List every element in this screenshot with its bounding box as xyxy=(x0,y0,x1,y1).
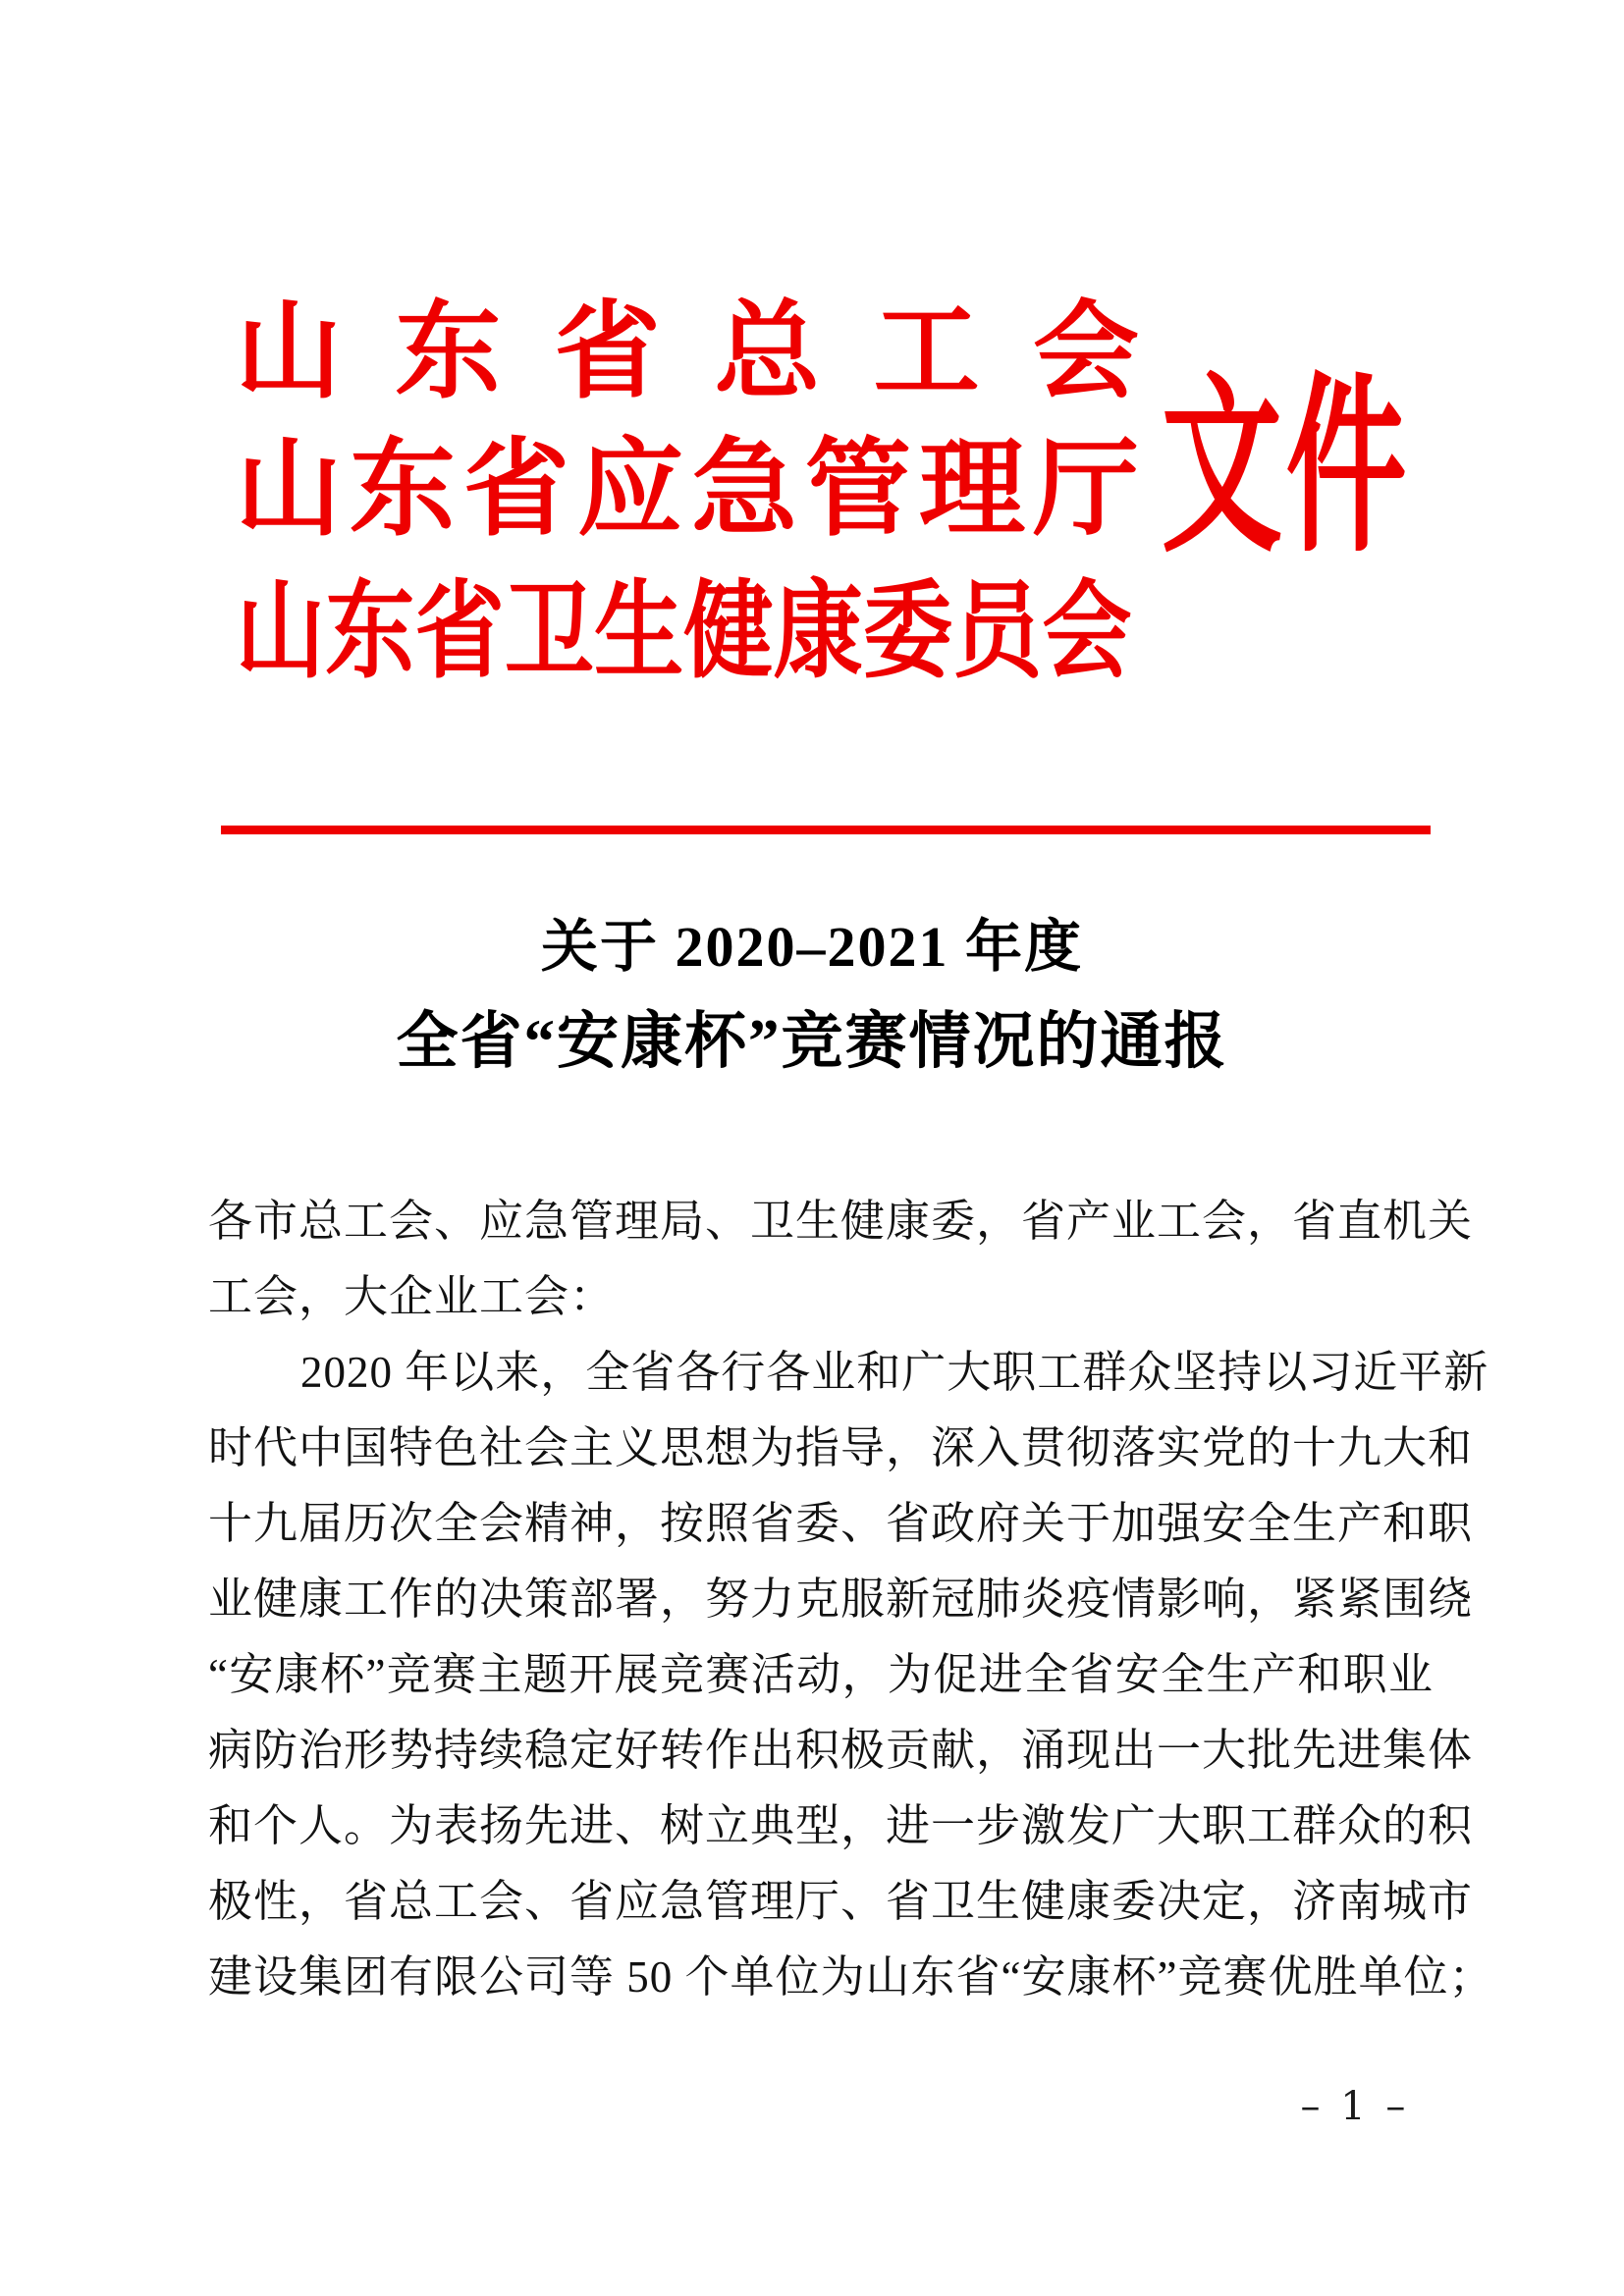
header-org-line-1: 山东省总工会 xyxy=(236,294,1139,411)
header-org-line-3: 山东省卫生健康委员会 xyxy=(236,574,1132,691)
body-text-line: 时代中国特色社会主义思想为指导，深入贯彻落实党的十九大和 xyxy=(208,1423,1474,1472)
body-text-line: 十九届历次全会精神，按照省委、省政府关于加强安全生产和职 xyxy=(208,1499,1474,1548)
document-title-line-2: 全省“安康杯”竞赛情况的通报 xyxy=(396,1007,1228,1076)
header-org-line-2: 山东省应急管理厅 xyxy=(236,432,1139,549)
body-text-line: 2020 年以来，全省各行各业和广大职工群众坚持以习近平新 xyxy=(300,1348,1489,1397)
body-text xyxy=(208,1184,1494,2015)
body-text-line: 工会，大企业工会： xyxy=(208,1272,616,1321)
body-text-line: 病防治形势持续稳定好转作出积极贡献，涌现出一大批先进集体 xyxy=(208,1726,1474,1775)
body-text-line: 业健康工作的决策部署，努力克服新冠肺炎疫情影响，紧紧围绕 xyxy=(208,1575,1474,1624)
red-separator-line xyxy=(221,826,1431,834)
page-number: – 1 – xyxy=(1300,2084,1410,2129)
body-text-line: 极性，省总工会、省应急管理厅、省卫生健康委决定，济南城市 xyxy=(208,1877,1474,1926)
body-text-line: “安康杯”竞赛主题开展竞赛活动，为促进全省安全生产和职业 xyxy=(208,1650,1434,1699)
body-text-line: 和个人。为表扬先进、树立典型，进一步激发广大职工群众的积 xyxy=(208,1801,1474,1850)
body-text-line: 建设集团有限公司等 50 个单位为山东省“安康杯”竞赛优胜单位； xyxy=(208,1952,1494,2002)
body-text-line: 各市总工会、应急管理局、卫生健康委，省产业工会，省直机关 xyxy=(208,1197,1474,1246)
document-title-line-1: 关于 2020–2021 年度 xyxy=(540,915,1083,979)
doc-type-label: 文件 xyxy=(1162,363,1411,575)
